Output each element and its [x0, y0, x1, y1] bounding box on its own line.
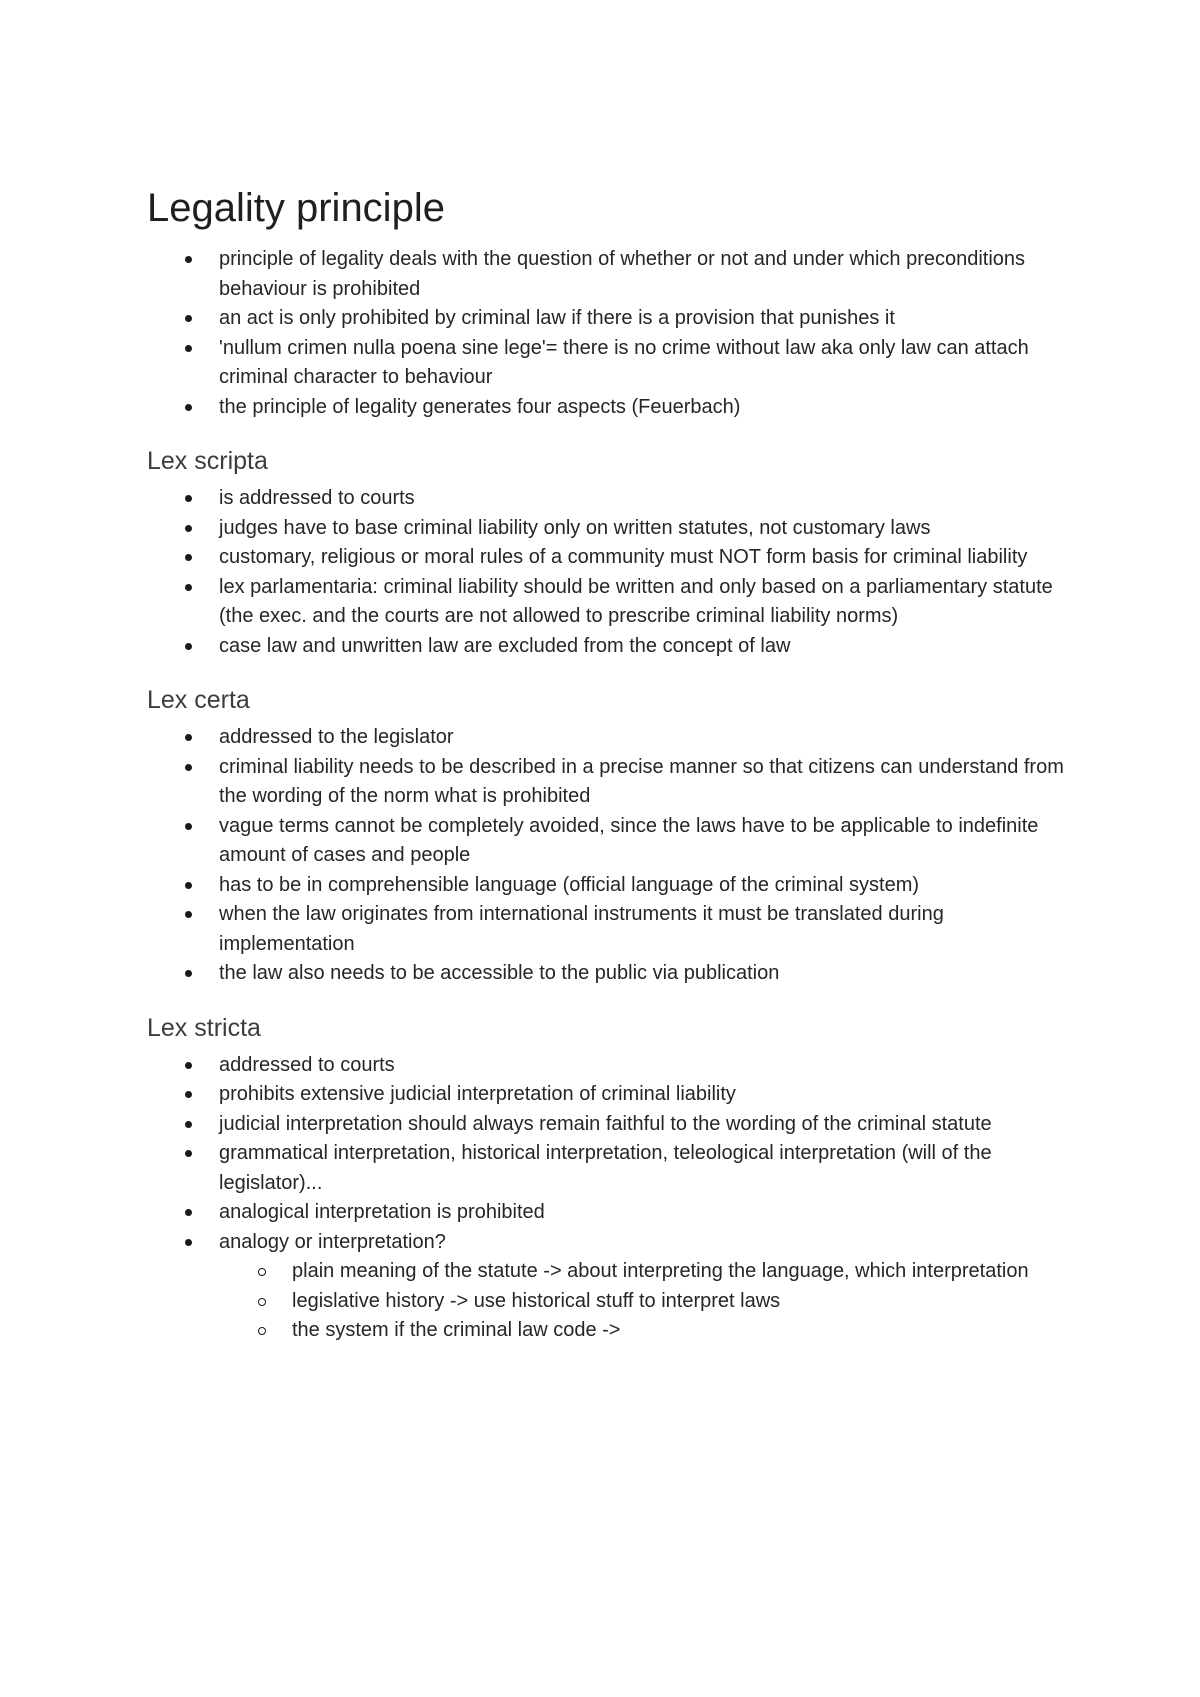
list-item	[147, 484, 1067, 514]
list-item	[147, 723, 1067, 753]
list-item	[147, 393, 1067, 423]
lex-stricta-list	[147, 1051, 1067, 1258]
list-item	[147, 334, 1067, 393]
bullet-icon	[185, 1062, 192, 1069]
sub-list-item-text: the system if the criminal law code ->	[292, 1319, 621, 1341]
bullet-icon	[185, 764, 192, 771]
list-item	[147, 1139, 1067, 1198]
bullet-icon	[185, 584, 192, 591]
document-content	[147, 180, 1067, 1346]
list-item	[147, 900, 1067, 959]
bullet-icon	[185, 1239, 192, 1246]
section-heading-lex-certa: Lex certa	[147, 686, 250, 714]
list-item-text: analogy or interpretation?	[219, 1230, 446, 1253]
list-item-text: has to be in comprehensible language (official language of the criminal system)	[219, 873, 920, 896]
bullet-icon	[185, 345, 192, 352]
bullet-icon	[185, 823, 192, 830]
sub-list-item	[147, 1257, 1067, 1287]
list-item-text: judges have to base criminal liability only on written statutes, not customary laws	[219, 516, 931, 539]
lex-certa-list	[147, 723, 1067, 989]
list-item-text: principle of legality deals with the question of whether or not and under which preconditions behaviour is prohibited	[219, 248, 1026, 300]
list-item	[147, 304, 1067, 334]
list-item-text: the law also needs to be accessible to the public via publication	[219, 962, 780, 984]
list-item-text: addressed to courts	[219, 1053, 395, 1076]
list-item	[147, 871, 1067, 901]
page-title: Legality principle	[147, 186, 445, 230]
list-item	[147, 543, 1067, 573]
list-item	[147, 1110, 1067, 1140]
list-item	[147, 1228, 1067, 1258]
bullet-icon	[185, 404, 192, 411]
list-item	[147, 514, 1067, 544]
sub-list-item-text: plain meaning of the statute -> about interpreting the language, which interpretation	[292, 1260, 1029, 1282]
bullet-icon	[185, 882, 192, 889]
list-item	[147, 959, 1067, 989]
list-item	[147, 245, 1067, 304]
list-item-text: customary, religious or moral rules of a community must NOT form basis for criminal liability	[219, 546, 1028, 568]
list-item	[147, 573, 1067, 632]
hollow-bullet-icon	[258, 1298, 266, 1306]
list-item-text: an act is only prohibited by criminal law if there is a provision that punishes it	[219, 307, 895, 329]
bullet-icon	[185, 554, 192, 561]
list-item-text: is addressed to courts	[219, 487, 415, 509]
bullet-icon	[185, 1121, 192, 1128]
section-heading-lex-stricta: Lex stricta	[147, 1013, 261, 1042]
sub-list-item	[147, 1316, 1067, 1346]
list-item-text: lex parlamentaria: criminal liability should be written and only based on a parliamentary statute (the exec. and the courts are not allowed to prescribe criminal liability norms)	[219, 575, 1053, 627]
list-item	[147, 1051, 1067, 1081]
bullet-icon	[185, 315, 192, 322]
bullet-icon	[185, 256, 192, 263]
list-item-text: the principle of legality generates four aspects (Feuerbach)	[219, 395, 741, 418]
bullet-icon	[185, 1091, 192, 1098]
list-item-text: case law and unwritten law are excluded from the concept of law	[219, 634, 791, 657]
bullet-icon	[185, 643, 192, 650]
list-item-text: 'nullum crimen nulla poena sine lege'= there is no crime without law aka only law can attach criminal character to behaviour	[219, 336, 1029, 388]
lex-scripta-list	[147, 484, 1067, 661]
intro-list	[147, 245, 1067, 422]
hollow-bullet-icon	[258, 1327, 266, 1335]
list-item	[147, 753, 1067, 812]
sub-list-item-text: legislative history -> use historical stuff to interpret laws	[292, 1289, 781, 1312]
list-item	[147, 632, 1067, 662]
list-item-text: prohibits extensive judicial interpretation of criminal liability	[219, 1083, 736, 1105]
list-item	[147, 1198, 1067, 1228]
list-item-text: judicial interpretation should always remain faithful to the wording of the criminal statute	[219, 1112, 992, 1135]
section-heading-lex-scripta: Lex scripta	[147, 447, 268, 475]
list-item	[147, 1080, 1067, 1110]
list-item-text: when the law originates from international instruments it must be translated during implementation	[219, 903, 944, 955]
list-item	[147, 812, 1067, 871]
bullet-icon	[185, 1150, 192, 1157]
bullet-icon	[185, 734, 192, 741]
bullet-icon	[185, 911, 192, 918]
list-item-text: analogical interpretation is prohibited	[219, 1201, 545, 1223]
list-item-text: vague terms cannot be completely avoided, since the laws have to be applicable to indefinite amount of cases and people	[219, 814, 1039, 866]
list-item-text: grammatical interpretation, historical interpretation, teleological interpretation (will of the legislator)...	[219, 1142, 992, 1194]
lex-stricta-sublist	[147, 1257, 1067, 1346]
bullet-icon	[185, 970, 192, 977]
bullet-icon	[185, 1209, 192, 1216]
list-item-text: criminal liability needs to be described in a precise manner so that citizens can understand from the wording of the norm what is prohibited	[219, 755, 1064, 807]
sub-list-item	[147, 1287, 1067, 1317]
bullet-icon	[185, 495, 192, 502]
list-item-text: addressed to the legislator	[219, 726, 454, 748]
hollow-bullet-icon	[258, 1268, 266, 1276]
bullet-icon	[185, 525, 192, 532]
